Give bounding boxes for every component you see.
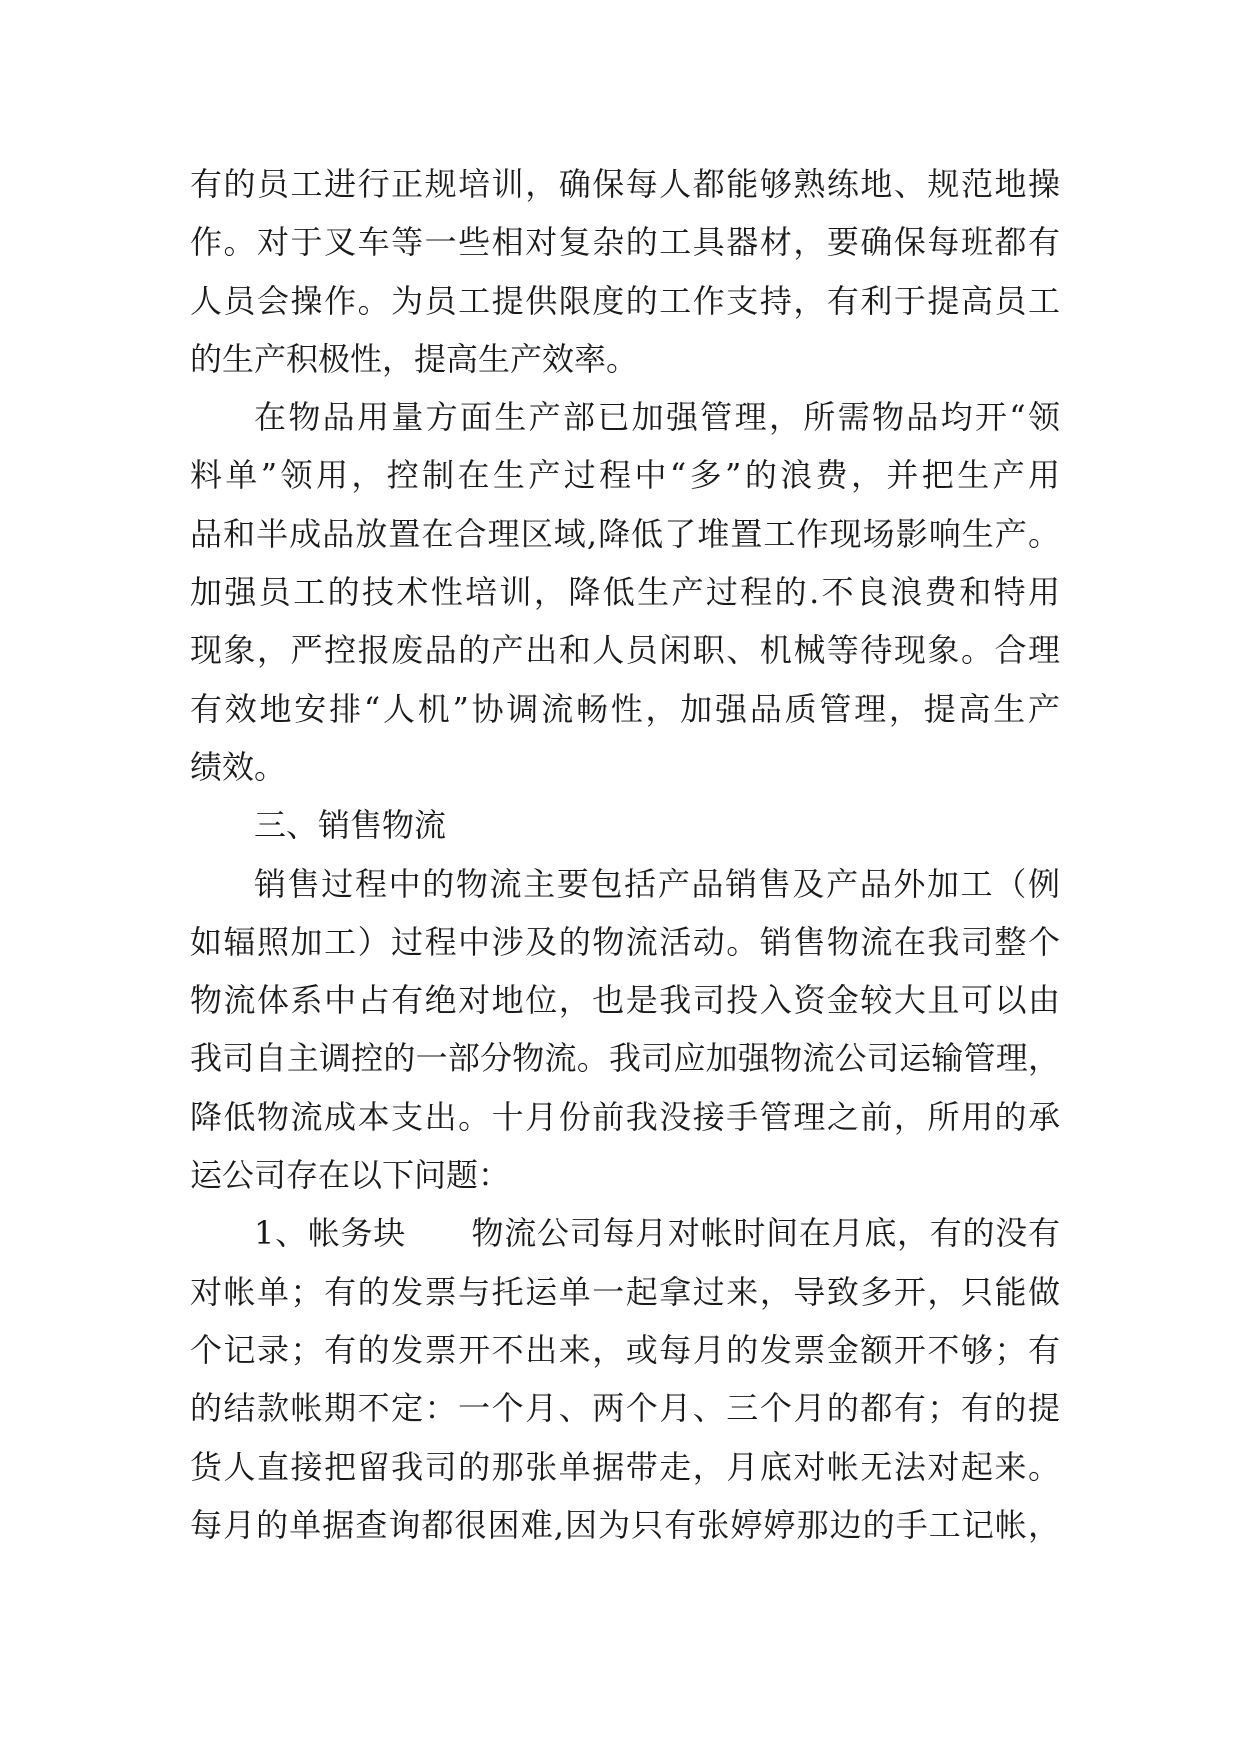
section-heading: 三、销售物流 — [254, 806, 447, 845]
list-item-start-line: 1、帐务块 物流公司每月对帐时间在月底，有的没有 — [254, 1214, 1060, 1253]
text-line: 每月的单据查询都很困难,因为只有张婷婷那边的手工记帐， — [190, 1505, 1060, 1544]
text-line: 个记录；有的发票开不出来，或每月的发票金额开不够；有 — [190, 1330, 1060, 1369]
text-line: 人员会操作。为员工提供限度的工作支持，有利于提高员工 — [190, 281, 1060, 320]
document-body — [190, 155, 1060, 1554]
text-line: 的生产积极性，提高生产效率。 — [190, 339, 639, 378]
text-line: 作。对于叉车等一些相对复杂的工具器材，要确保每班都有 — [190, 223, 1060, 262]
text-line: 如辐照加工）过程中涉及的物流活动。销售物流在我司整个 — [190, 922, 1060, 961]
text-line: 我司自主调控的一部分物流。我司应加强物流公司运输管理， — [190, 1039, 1060, 1078]
text-line: 运公司存在以下问题： — [190, 1156, 511, 1195]
paragraph-start-line: 销售过程中的物流主要包括产品销售及产品外加工（例 — [254, 864, 1060, 903]
text-line: 货人直接把留我司的那张单据带走，月底对帐无法对起来。 — [190, 1447, 1060, 1486]
paragraph-start-line: 在物品用量方面生产部已加强管理，所需物品均开“领 — [254, 398, 1060, 437]
text-line: 有效地安排“人机”协调流畅性，加强品质管理，提高生产 — [190, 689, 1060, 728]
text-line: 料单”领用，控制在生产过程中“多”的浪费，并把生产用 — [190, 456, 1060, 495]
text-line: 降低物流成本支出。十月份前我没接手管理之前，所用的承 — [190, 1097, 1060, 1136]
text-line: 现象，严控报废品的产出和人员闲职、机械等待现象。合理 — [190, 631, 1060, 670]
text-line: 绩效。 — [190, 747, 287, 786]
text-line: 的结款帐期不定：一个月、两个月、三个月的都有；有的提 — [190, 1389, 1060, 1428]
text-line: 加强员工的技术性培训，降低生产过程的.不良浪费和特用 — [190, 573, 1060, 612]
text-line: 品和半成品放置在合理区域,降低了堆置工作现场影响生产。 — [190, 514, 1060, 553]
text-line: 有的员工进行正规培训，确保每人都能够熟练地、规范地操 — [190, 165, 1060, 203]
text-line: 对帐单；有的发票与托运单一起拿过来，导致多开，只能做 — [190, 1272, 1060, 1311]
text-line: 物流体系中占有绝对地位，也是我司投入资金较大且可以由 — [190, 981, 1060, 1020]
